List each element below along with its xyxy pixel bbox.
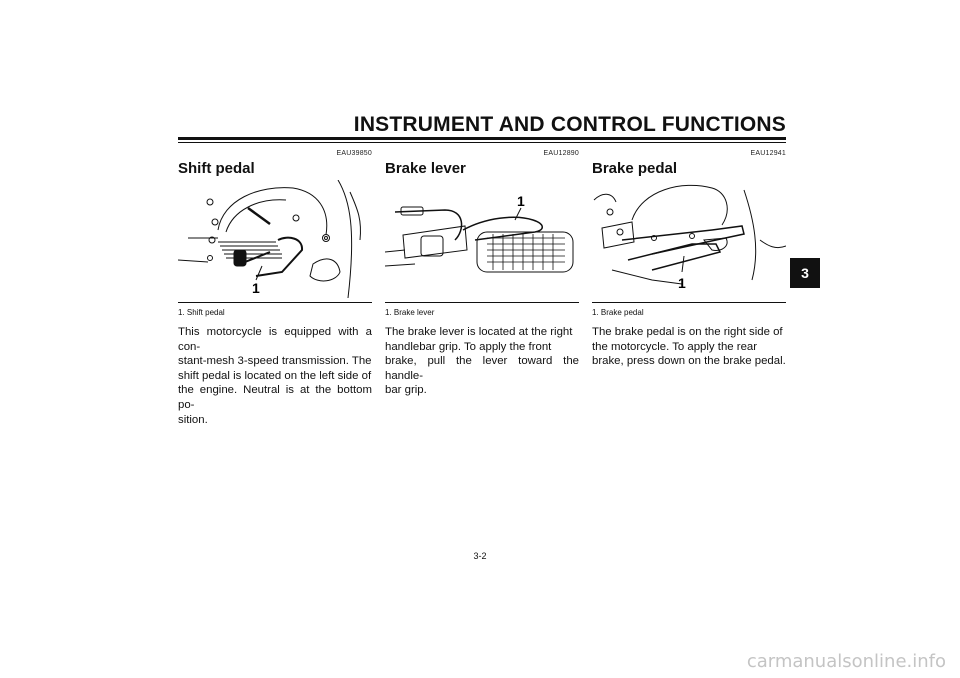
section-title: Brake lever: [385, 160, 466, 177]
header-rule: [178, 137, 786, 140]
brake-lever-illustration: [385, 180, 579, 298]
section-code: EAU12890: [543, 150, 579, 157]
shift-pedal-illustration: [178, 180, 372, 298]
section-title: Brake pedal: [592, 160, 678, 177]
caption-divider: [385, 302, 579, 303]
chapter-tab[interactable]: 3: [790, 258, 820, 288]
caption-divider: [592, 302, 786, 303]
figure-caption: 1. Brake lever: [385, 308, 435, 317]
callout-number: 1: [252, 280, 260, 296]
callout-number: 1: [678, 275, 686, 291]
section-code: EAU12941: [750, 150, 786, 157]
section-title: Shift pedal: [178, 160, 255, 177]
caption-divider: [178, 302, 372, 303]
page-number: 3-2: [473, 551, 487, 561]
figure-caption: 1. Brake pedal: [592, 308, 644, 317]
section-shift-pedal: [178, 150, 372, 427]
callout-number: 1: [517, 193, 525, 209]
section-body: The brake lever is located at the right handlebar grip. To apply the front brake, pull the lever toward the handle- bar grip.: [385, 326, 579, 397]
figure-caption: 1. Shift pedal: [178, 308, 225, 317]
page-title: INSTRUMENT AND CONTROL FUNCTIONS: [353, 113, 786, 136]
section-brake-pedal: [592, 150, 786, 369]
section-code: EAU39850: [336, 150, 372, 157]
header-rule-thin: [178, 142, 786, 143]
watermark: carmanualsonline.info: [746, 651, 946, 672]
brake-pedal-illustration: [592, 180, 786, 298]
section-brake-lever: [385, 150, 579, 398]
section-body: This motorcycle is equipped with a con- stant-mesh 3-speed transmission. The shift pedal is located on the left side of the engine. Neutral is at the bottom po- sition.: [178, 326, 372, 426]
section-body: The brake pedal is on the right side of the motorcycle. To apply the rear brake, press down on the brake pedal.: [592, 326, 786, 368]
